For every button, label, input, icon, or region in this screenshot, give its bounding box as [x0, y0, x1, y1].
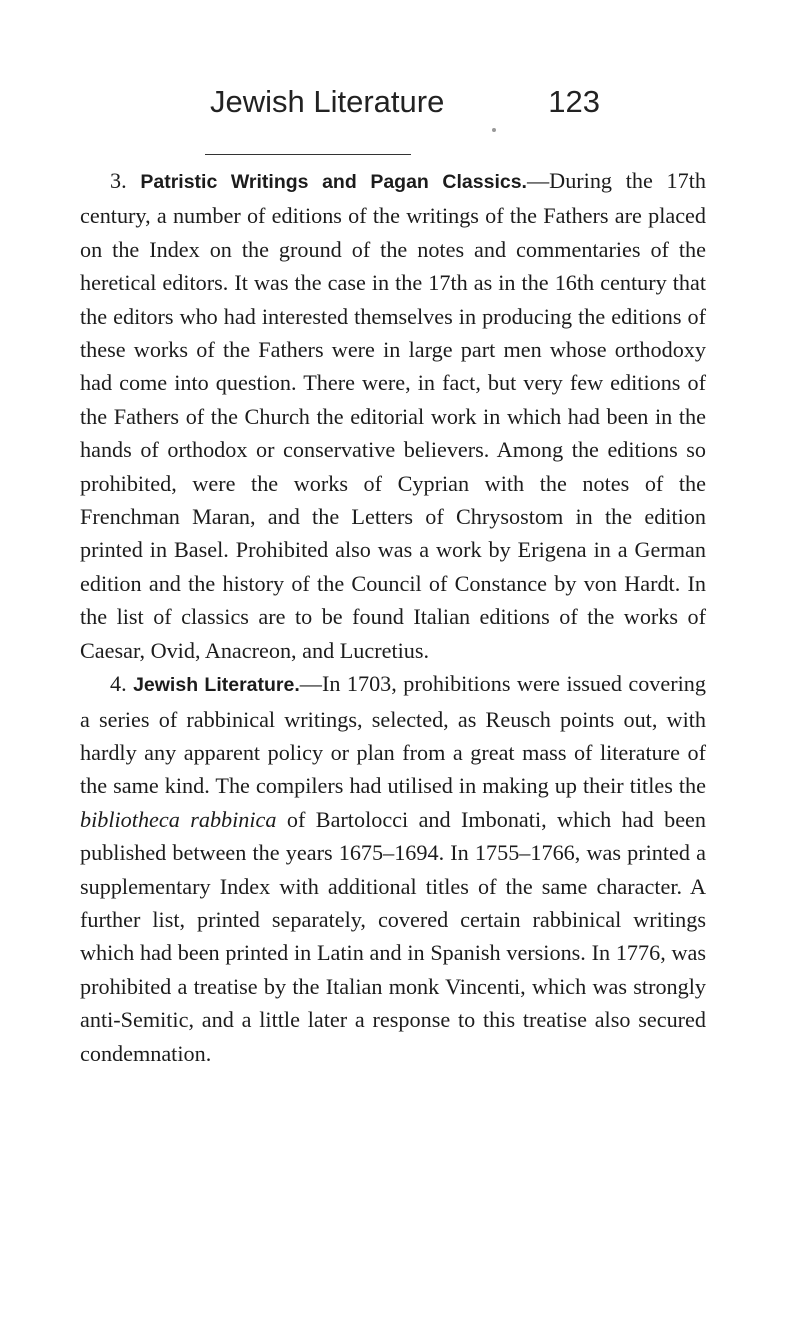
header-rule: [205, 154, 411, 155]
section-heading: Patristic Writings and Pagan Classics.: [140, 171, 527, 193]
section-text: —During the 17th century, a number of editions of the writings of the Fathers are placed on the Index on the ground of the notes and commentaries of the heretical editors. It was the case in the 17th as in the 16th century that the editors who had interested themselves in producing the editions of these works of the Fathers were in large part men whose orthodoxy had come into question. There were, in fact, but very few editions of the Fathers of the Church the editorial work in which had been in the hands of orthodox or conservative believers. Among the editions so prohibited, were the works of Cyprian with the notes of the Frenchman Maran, and the Letters of Chrysostom in the edition printed in Basel. Prohibited also was a work by Erigena in a German edition and the history of the Council of Constance by von Hardt. In the list of classics are to be found Italian editions of the works of Caesar, Ovid, Anacreon, and Lucretius.: [80, 168, 706, 663]
italic-title: bibliotheca rabbinica: [80, 806, 277, 832]
section-heading: Jewish Literature.: [133, 674, 300, 697]
section-text: —In 1703, prohibitions were issued covering a series of rabbinical writings, selected, as Reusch points out, with hardly any apparent policy or plan from a great mass of literature of the same kind. The compilers had utilised in making up their titles the: [80, 671, 706, 799]
section-number: 4.: [110, 671, 127, 697]
section-jewish-literature: [80, 667, 706, 1070]
page-number: 123: [548, 84, 600, 119]
body-text: [80, 164, 706, 1070]
section-text-continued: of Bartolocci and Imbonati, which had been published between the years 1675–1694. In 1755–1766, was printed a supplementary Index with additional titles of the same character. A further list, printed separately, covered certain rabbinical writings which had been printed in Latin and in Spanish versions. In 1776, was prohibited a treatise by the Italian monk Vincenti, which was strongly anti-Semitic, and a little later a response to this treatise also secured condemnation.: [80, 806, 706, 1066]
print-speck: [492, 128, 496, 132]
section-number: 3.: [110, 168, 127, 193]
running-title: Jewish Literature: [210, 84, 445, 119]
section-patristic-writings: [80, 164, 706, 667]
